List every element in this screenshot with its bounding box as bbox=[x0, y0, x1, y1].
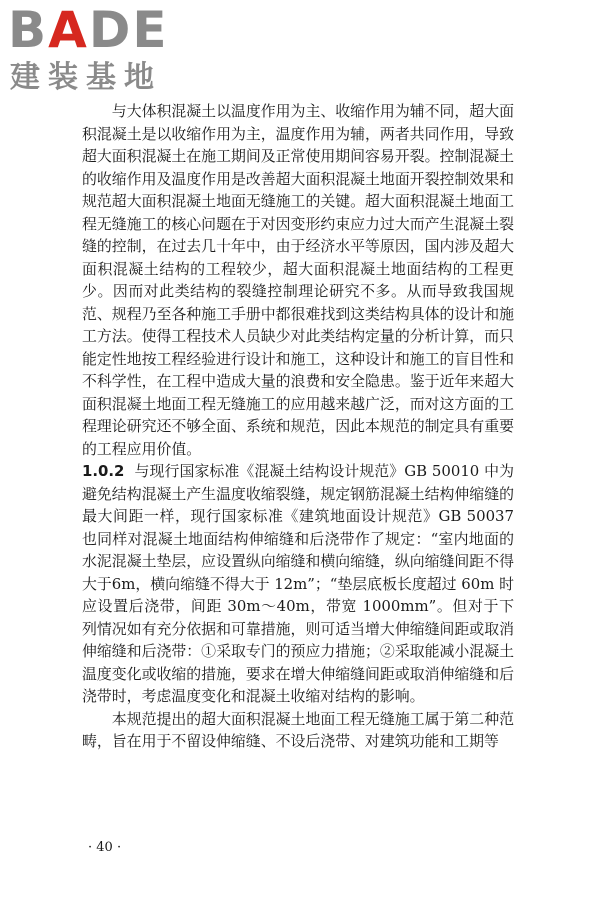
logo-letter-e: E bbox=[132, 1, 169, 59]
clause-1-0-2 bbox=[82, 460, 514, 708]
logo-letter-d: D bbox=[88, 1, 133, 59]
paragraph-intro: 与大体积混凝土以温度作用为主、收缩作用为辅不同，超大面积混凝土是以收缩作用为主，温度作用为辅，两者共同作用，导致超大面积混凝土在施工期间及正常使用期间容易开裂。控制混凝土的收缩作用及温度作用是改善超大面积混凝土地面开裂控制效果和规范超大面积混凝土地面无缝施工的关键。超大面积混凝土地面工程无缝施工的核心问题在于对因变形约束应力过大而产生混凝土裂缝的控制，在过去几十年中，由于经济水平等原因，国内涉及超大面积混凝土结构的工程较少，超大面积混凝土地面结构的工程更少。因而对此类结构的裂缝控制理论研究不多。从而导致我国规范、规程乃至各种施工手册中都很难找到这类结构具体的设计和施工方法。使得工程技术人员缺少对此类结构定量的分析计算，而只能定性地按工程经验进行设计和施工，这种设计和施工的盲目性和不科学性，在工程中造成大量的浪费和安全隐患。鉴于近年来超大面积混凝土地面工程无缝施工的应用越来越广泛，而对这方面的工程理论研究还不够全面、系统和规范，因此本规范的制定具有重要的工程应用价值。 bbox=[82, 102, 514, 458]
clause-number: 1.0.2 bbox=[82, 462, 125, 480]
logo-subtitle: 建装基地 bbox=[10, 60, 162, 95]
logo-letter-a: A bbox=[48, 1, 89, 59]
logo-wordmark bbox=[8, 2, 169, 58]
logo-letter-b: B bbox=[8, 1, 49, 59]
paragraph-scope: 本规范提出的超大面积混凝土地面工程无缝施工属于第二种范畴，旨在用于不留设伸缩缝、不设后浇带、对建筑功能和工期等 bbox=[82, 709, 514, 750]
clause-text: 与现行国家标准《混凝土结构设计规范》GB 50010 中为避免结构混凝土产生温度收缩裂缝，规定钢筋混凝土结构伸缩缝的最大间距一样，现行国家标准《建筑地面设计规范》GB 50037 也同样对混凝土地面结构伸缩缝和后浇带作了规定：“室内地面的水泥混凝土垫层，应设置纵向缩缝和横向缩缝，纵向缩缝间距不得大于6m，横向缩缝不得大于 12m”；“垫层底板长度超过 60m 时应设置后浇带，间距 30m～40m，带宽 1000mm”。但对于下列情况如有充分依据和可靠措施，则可适当增大伸缩缝间距或取消伸缩缝和后浇带：①采取专门的预应力措施；②采取能减小混凝土温度变化或收缩的措施，要求在增大伸缩缝间距或取消伸缩缝和后浇带时，考虑温度变化和混凝土收缩对结构的影响。 bbox=[82, 462, 514, 705]
document-body bbox=[82, 100, 514, 753]
page-number: · 40 · bbox=[88, 840, 122, 855]
bade-logo bbox=[8, 2, 178, 102]
